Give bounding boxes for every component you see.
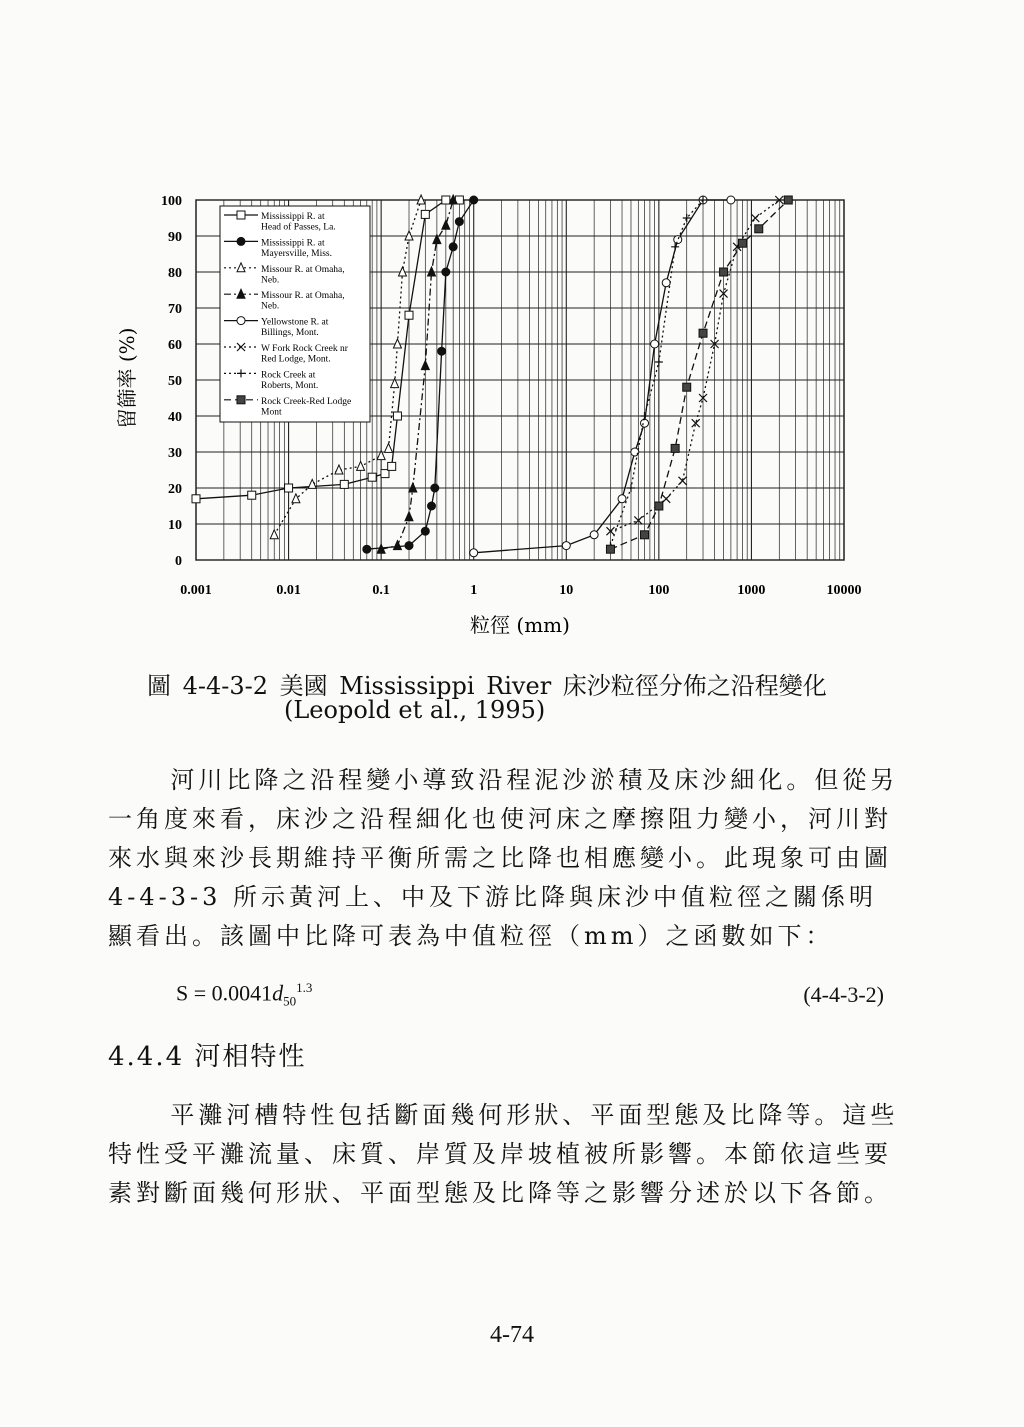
data-point <box>618 495 626 503</box>
series-line <box>474 200 731 553</box>
x-tick-label: 10 <box>559 583 574 598</box>
legend-label <box>261 238 332 259</box>
data-point <box>641 419 649 427</box>
data-point <box>755 225 763 233</box>
data-point <box>784 196 792 204</box>
legend-label-line: Red Lodge, Mont. <box>261 354 331 365</box>
y-tick-label: 0 <box>175 554 182 569</box>
x-tick-label: 0.1 <box>372 583 390 598</box>
equation-exponent: 1.3 <box>296 980 313 995</box>
data-point <box>651 340 659 348</box>
data-point <box>455 218 463 226</box>
legend-label-line: Mississippi R. at <box>261 212 325 222</box>
x-axis-label: 粒徑 (mm) <box>470 613 570 637</box>
x-tick-label: 100 <box>648 583 670 598</box>
data-point <box>738 239 746 247</box>
legend-label <box>261 212 336 233</box>
data-point <box>388 462 396 470</box>
body-paragraph-1 <box>108 761 900 956</box>
data-point <box>655 502 663 510</box>
data-point <box>662 495 670 503</box>
paragraph-text: 河川比降之沿程變小導致沿程泥沙淤積及床沙細化。但從另一角度來看，床沙之沿程細化也使河床之摩擦阻力變小，河川對來水與來沙長期維持平衡所需之比降也相應變小。此現象可由圖 4-4-3-3 所示黃河上、中及下游比降與床沙中值粒徑之關係明顯看出。該圖中比降可表為中值粒徑（mm）之函數如下： <box>108 766 899 950</box>
legend-label-line: Neb. <box>261 301 280 312</box>
equation-lhs: S = 0.0041 <box>176 980 273 1006</box>
x-tick-label: 1 <box>470 583 478 598</box>
series-line <box>367 200 474 549</box>
legend-label-line: Missour R. at Omaha, <box>261 291 345 302</box>
data-point <box>405 512 413 521</box>
data-point <box>393 541 401 550</box>
data-point <box>470 196 478 204</box>
legend-label <box>261 318 329 339</box>
legend-label-line: Missour R. at Omaha, <box>261 264 345 275</box>
data-point <box>431 484 439 492</box>
series-line <box>381 200 453 549</box>
series-5 <box>470 196 735 557</box>
x-tick-label: 0.01 <box>276 583 301 598</box>
data-point <box>442 268 450 276</box>
data-point <box>363 545 371 553</box>
data-point <box>641 531 649 539</box>
y-tick-label: 80 <box>168 266 182 281</box>
legend-swatch-marker <box>237 396 245 404</box>
data-point <box>671 444 679 452</box>
legend-label-line: Mayersville, Miss. <box>261 248 332 259</box>
data-point <box>270 530 278 539</box>
x-tick-label: 1000 <box>737 583 766 598</box>
x-tick-label: 0.001 <box>180 583 212 598</box>
equation-subscript: 50 <box>283 993 297 1009</box>
data-point <box>405 542 413 550</box>
data-point <box>421 210 429 218</box>
data-point <box>470 549 478 557</box>
data-point <box>606 545 614 553</box>
page-number: 4-74 <box>490 1322 534 1348</box>
y-tick-label: 100 <box>161 194 182 209</box>
series-8 <box>606 196 792 553</box>
legend-label-line: Billings, Mont. <box>261 328 319 339</box>
data-point <box>699 329 707 337</box>
y-tick-label: 90 <box>168 230 182 245</box>
data-point <box>368 473 376 481</box>
legend-label-line: Roberts, Mont. <box>261 380 319 391</box>
legend-label-line: Neb. <box>261 275 280 286</box>
legend-label-line: Yellowstone R. at <box>261 317 329 328</box>
section-heading: 4.4.4 河相特性 <box>108 1042 307 1072</box>
data-point <box>627 484 635 492</box>
figure-caption: 圖 4-4-3-2 美國 Mississippi River 床沙粒徑分佈之沿程變化 <box>147 672 827 700</box>
data-point <box>438 347 446 355</box>
data-point <box>641 412 649 420</box>
data-point <box>674 236 682 244</box>
data-point <box>727 196 735 204</box>
legend-label <box>261 370 318 391</box>
legend-swatch-marker <box>237 237 245 245</box>
legend-swatch-marker <box>237 317 245 325</box>
y-tick-label: 20 <box>168 482 182 497</box>
data-point <box>562 542 570 550</box>
paragraph-text: 平灘河槽特性包括斷面幾何形狀、平面型態及比降等。這些特性受平灘流量、床質、岸質及岸坡植被所影響。本節依這些要素對斷面幾何形狀、平面型態及比降等之影響分述於以下各節。 <box>108 1101 899 1207</box>
data-point <box>683 383 691 391</box>
legend-label-line: Mont <box>261 407 282 418</box>
grain-size-chart <box>0 0 1024 660</box>
data-point <box>442 220 450 229</box>
y-tick-label: 40 <box>168 410 182 425</box>
y-tick-label: 70 <box>168 302 182 317</box>
data-point <box>442 196 450 204</box>
data-point <box>421 361 429 370</box>
legend-label-line: Head of Passes, La. <box>261 222 336 233</box>
data-point <box>590 531 598 539</box>
data-point <box>421 527 429 535</box>
data-point <box>384 443 392 452</box>
data-point <box>357 461 365 470</box>
y-tick-label: 30 <box>168 446 182 461</box>
legend-label-line: Mississippi R. at <box>261 238 325 249</box>
series-line <box>610 200 703 546</box>
data-point <box>292 494 300 503</box>
y-axis-label: 留篩率 (%) <box>115 327 139 429</box>
legend-label-line: Rock Creek at <box>261 370 316 381</box>
data-point <box>678 477 686 485</box>
data-point <box>428 502 436 510</box>
chart-legend <box>220 206 370 422</box>
x-tick-label: 10000 <box>826 583 862 598</box>
legend-swatch-marker <box>237 211 245 219</box>
equation-number: (4-4-3-2) <box>803 982 884 1007</box>
data-point <box>285 484 293 492</box>
data-point <box>308 479 316 488</box>
data-point <box>720 268 728 276</box>
data-point <box>340 480 348 488</box>
series-6 <box>606 196 783 535</box>
series-line <box>610 200 788 549</box>
y-tick-label: 60 <box>168 338 182 353</box>
figure-caption-citation: (Leopold et al., 1995) <box>284 696 546 724</box>
data-point <box>449 243 457 251</box>
legend-label-line: W Fork Rock Creek nr <box>261 344 348 354</box>
y-tick-label: 50 <box>168 374 182 389</box>
data-point <box>405 311 413 319</box>
data-point <box>655 358 663 366</box>
series-4 <box>377 195 457 553</box>
data-point <box>662 279 670 287</box>
y-tick-label: 10 <box>168 518 182 533</box>
data-point <box>751 214 759 222</box>
body-paragraph-2 <box>108 1096 900 1213</box>
data-point <box>192 495 200 503</box>
series-line <box>610 200 779 531</box>
data-point <box>393 412 401 420</box>
equation <box>176 980 312 1010</box>
data-point <box>248 491 256 499</box>
equation-variable: d <box>272 980 284 1006</box>
legend-label-line: Rock Creek-Red Lodge <box>261 396 352 407</box>
